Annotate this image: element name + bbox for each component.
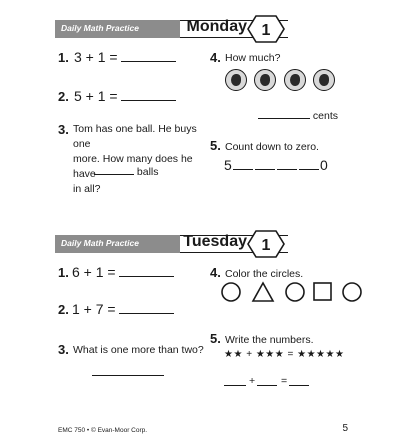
penny-icon (254, 69, 276, 91)
badge-number: 1 (261, 22, 271, 39)
equals-sign: = (281, 375, 288, 387)
question-number: 1. (58, 50, 69, 65)
answer-row (94, 165, 159, 180)
circle-shape (343, 283, 361, 301)
star-equation: ★★ + ★★★ = ★★★★★ (224, 349, 345, 360)
equation (72, 301, 174, 317)
banner-label-box (55, 20, 180, 38)
problem-line: more. How many does he have (73, 153, 193, 180)
square-shape (314, 283, 331, 300)
answer-line[interactable] (299, 169, 319, 170)
question-text: What is one more than two? (73, 344, 204, 356)
unit-label: balls (136, 166, 159, 178)
circle-shape (222, 283, 240, 301)
equation (74, 88, 176, 104)
equation-text: 1 + 7 = (72, 301, 116, 317)
question-number: 3. (58, 342, 69, 357)
question-text: How much? (225, 52, 281, 64)
problem-line: Tom has one ball. He buys one (73, 123, 197, 150)
equation-text: 3 + 1 = (74, 49, 118, 65)
page-number: 5 (342, 423, 348, 434)
question-number: 2. (58, 302, 69, 317)
equation-text: 5 + 1 = (74, 88, 118, 104)
word-problem (73, 122, 203, 197)
answer-line[interactable] (289, 385, 309, 386)
question-number: 5. (210, 138, 221, 153)
question-number: 5. (210, 331, 221, 346)
question-number: 4. (210, 265, 221, 280)
equation (74, 49, 176, 65)
day-title: Monday (186, 18, 247, 35)
answer-line[interactable] (119, 313, 174, 314)
question-text: Color the circles. (225, 268, 304, 280)
answer-line[interactable] (257, 385, 277, 386)
penny-icon (284, 69, 306, 91)
equation (72, 264, 174, 280)
countdown-end: 0 (320, 157, 328, 173)
monday-banner (55, 14, 291, 44)
answer-line[interactable] (94, 174, 134, 175)
question-number: 3. (58, 122, 69, 137)
tuesday-banner (55, 229, 291, 259)
footer-credit: EMC 750 • © Evan-Moor Corp. (58, 427, 148, 434)
unit-label: cents (312, 110, 339, 122)
banner-label: Daily Math Practice (61, 23, 139, 33)
day-title: Tuesday (183, 233, 247, 250)
countdown-start: 5 (224, 157, 232, 173)
question-number: 1. (58, 265, 69, 280)
circle-shape (286, 283, 304, 301)
problem-line: in all? (73, 183, 101, 195)
question-text: Count down to zero. (225, 141, 319, 153)
answer-line[interactable] (224, 385, 246, 386)
question-number: 2. (58, 89, 69, 104)
equation-text: 6 + 1 = (72, 264, 116, 280)
question-text: Write the numbers. (225, 334, 314, 346)
answer-line[interactable] (277, 169, 297, 170)
plus-sign: + (249, 375, 256, 387)
answer-line[interactable] (121, 100, 176, 101)
shapes-row (218, 280, 366, 304)
answer-line[interactable] (92, 375, 164, 376)
penny-icon (313, 69, 335, 91)
answer-line[interactable] (121, 61, 176, 62)
triangle-shape (253, 283, 273, 301)
answer-line[interactable] (258, 118, 310, 119)
hexagon-badge (247, 230, 285, 258)
badge-number: 1 (261, 237, 271, 254)
banner-label: Daily Math Practice (61, 238, 139, 248)
answer-line[interactable] (119, 276, 174, 277)
question-number: 4. (210, 50, 221, 65)
banner-label-box (55, 235, 180, 253)
hexagon-badge (247, 15, 285, 43)
answer-line[interactable] (233, 169, 253, 170)
answer-row (258, 109, 338, 124)
penny-icon (225, 69, 247, 91)
answer-line[interactable] (255, 169, 275, 170)
